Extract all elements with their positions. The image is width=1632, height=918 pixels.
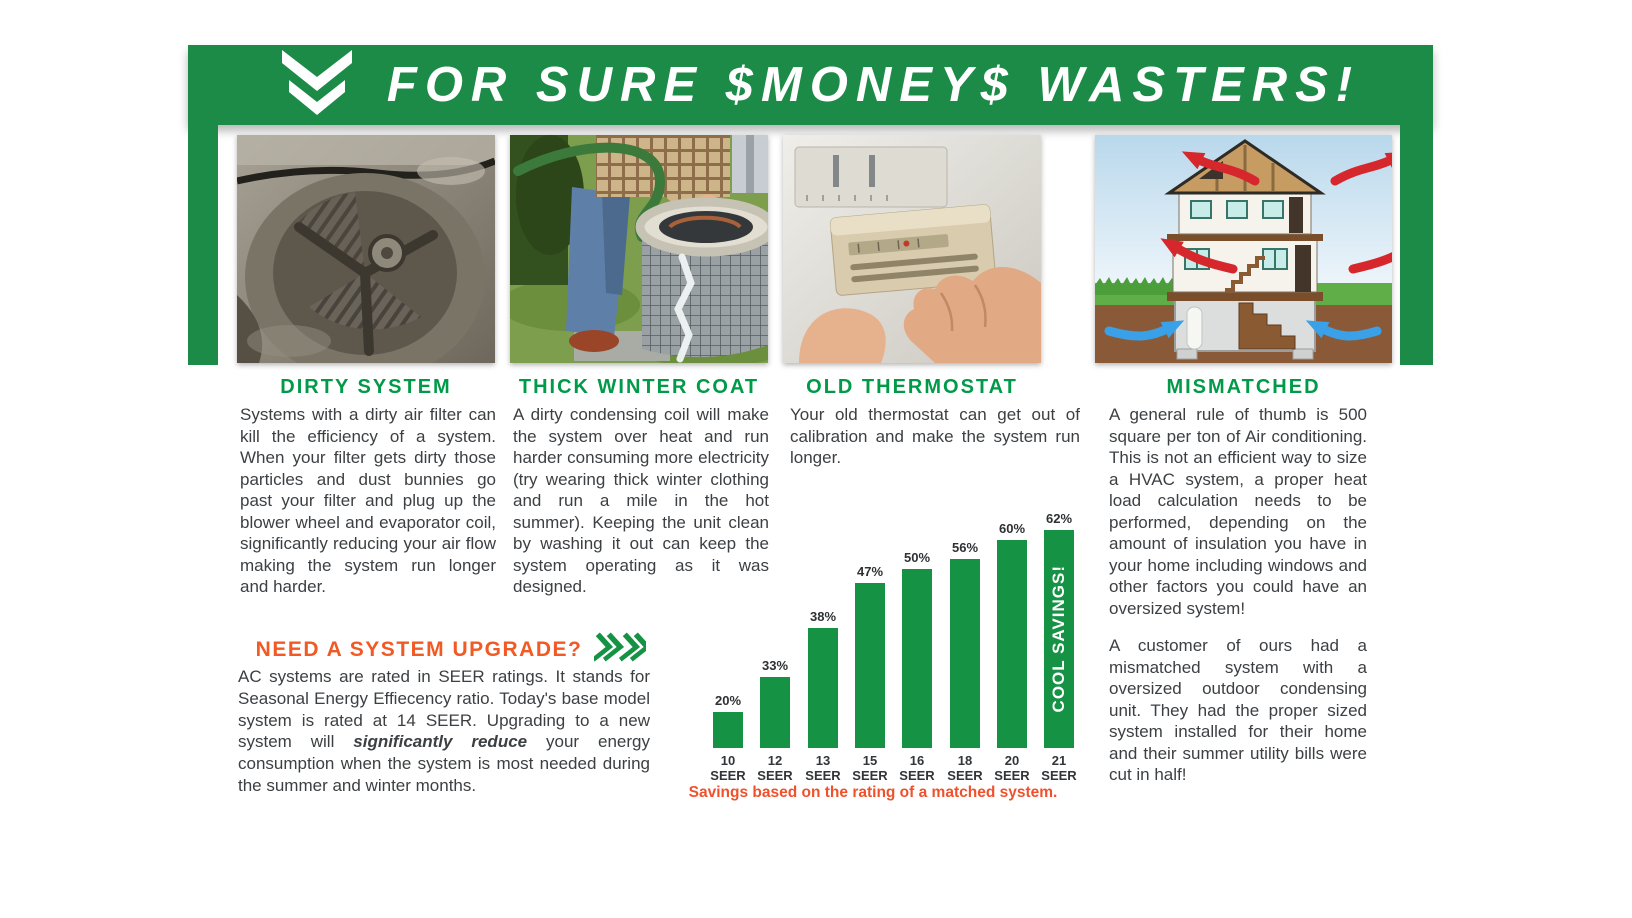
bar-15-seer [855, 564, 885, 748]
bar [950, 559, 980, 748]
upgrade-text-emphasis: significantly reduce [353, 732, 528, 752]
old-thermostat-photo [783, 135, 1041, 363]
banner-title: FOR SURE $MONEY$ WASTERS! [386, 58, 1361, 112]
bar-value-label: 62% [1045, 511, 1073, 526]
heading-old-thermostat: OLD THERMOSTAT [806, 376, 1018, 398]
bar-value-label: 47% [856, 564, 884, 579]
paragraph: A dirty condensing coil will make the system over heat and run harder consuming more electricity (try wearing thick winter clothing and run a mile in the hot summer). Keeping the unit clean by washing it out can keep the system operating as it was designed. [513, 405, 769, 596]
bar-20-seer [997, 521, 1027, 748]
x-axis-label: 18 SEER [947, 753, 983, 783]
chart-caption: Savings based on the rating of a matched system. [688, 784, 1058, 801]
frame-left-bar [188, 125, 218, 365]
bar-value-label: 20% [714, 693, 742, 708]
x-axis-label: 13 SEER [805, 753, 841, 783]
heading-mismatched: MISMATCHED [1166, 376, 1321, 398]
paragraph: Your old thermostat can get out of calibration and make the system run longer. [790, 405, 1080, 467]
upgrade-text-after: your energy consumption when the system is most needed during the summer and winter months. [238, 732, 650, 795]
bar-value-label: 38% [809, 609, 837, 624]
double-chevron-right-icon [594, 632, 646, 667]
upgrade-heading: NEED A SYSTEM UPGRADE? [255, 637, 583, 661]
upgrade-paragraph [238, 666, 650, 797]
upgrade-text-before: AC systems are rated in SEER ratings. It stands for Seasonal Energy Effiecency ratio. Today's base model system is rated at 14 SEER. Upgrading to a new system will [238, 667, 650, 752]
x-axis-label: 16 SEER [899, 753, 935, 783]
bar [713, 712, 743, 748]
bar [1044, 530, 1074, 748]
x-axis-label: 10 SEER [710, 753, 746, 783]
x-axis-label: 21 SEER [1041, 753, 1077, 783]
bar-10-seer [713, 693, 743, 748]
bar [855, 583, 885, 748]
cool-savings-label: COOL SAVINGS! [1049, 565, 1068, 713]
paragraph: A customer of ours had a mismatched system with a oversized outdoor condensing unit. They had the proper sized system installed for their home and their summer utility bills were cut in half! [1109, 636, 1367, 784]
seer-savings-bar-chart [683, 480, 1083, 810]
body-old-thermostat [790, 404, 1080, 469]
bar [760, 677, 790, 748]
banner [188, 45, 1433, 125]
heading-thick-winter-coat: THICK WINTER COAT [518, 376, 760, 398]
heading-dirty-system: DIRTY SYSTEM [280, 376, 452, 398]
bar [997, 540, 1027, 748]
bar [808, 628, 838, 748]
bar-value-label: 50% [903, 550, 931, 565]
bar-value-label: 60% [998, 521, 1026, 536]
bar [902, 569, 932, 748]
paragraph: A general rule of thumb is 500 square per ton of Air conditioning. This is not an efficient way to size a HVAC system, a proper heat load calculation needs to be performed, depending on the amount of insulation you have in your home including windows and other factors you could have an oversized system! [1109, 405, 1367, 618]
upgrade-section-header [237, 632, 665, 667]
bar-18-seer [950, 540, 980, 748]
bar-value-label: 33% [761, 658, 789, 673]
bar-value-label: 56% [951, 540, 979, 555]
dirty-system-photo [237, 135, 495, 363]
x-axis-label: 12 SEER [757, 753, 793, 783]
body-mismatched [1109, 404, 1367, 786]
double-chevron-down-icon [280, 50, 354, 121]
paragraph: Systems with a dirty air filter can kill the efficiency of a system. When your filter gets dirty those particles and dust bunnies go past your filter and plug up the blower wheel and evaporator coil, significantly reducing your air flow making the system run longer and harder. [240, 405, 496, 596]
bar-16-seer [902, 550, 932, 748]
house-cutaway-photo [1095, 135, 1392, 363]
bar-21-seer [1044, 511, 1074, 748]
bar-13-seer [808, 609, 838, 748]
x-axis-label: 15 SEER [852, 753, 888, 783]
bar-12-seer [760, 658, 790, 748]
x-axis-label: 20 SEER [994, 753, 1030, 783]
body-dirty-system [240, 404, 496, 598]
coil-washing-photo [510, 135, 768, 363]
frame-right-bar [1400, 125, 1433, 365]
